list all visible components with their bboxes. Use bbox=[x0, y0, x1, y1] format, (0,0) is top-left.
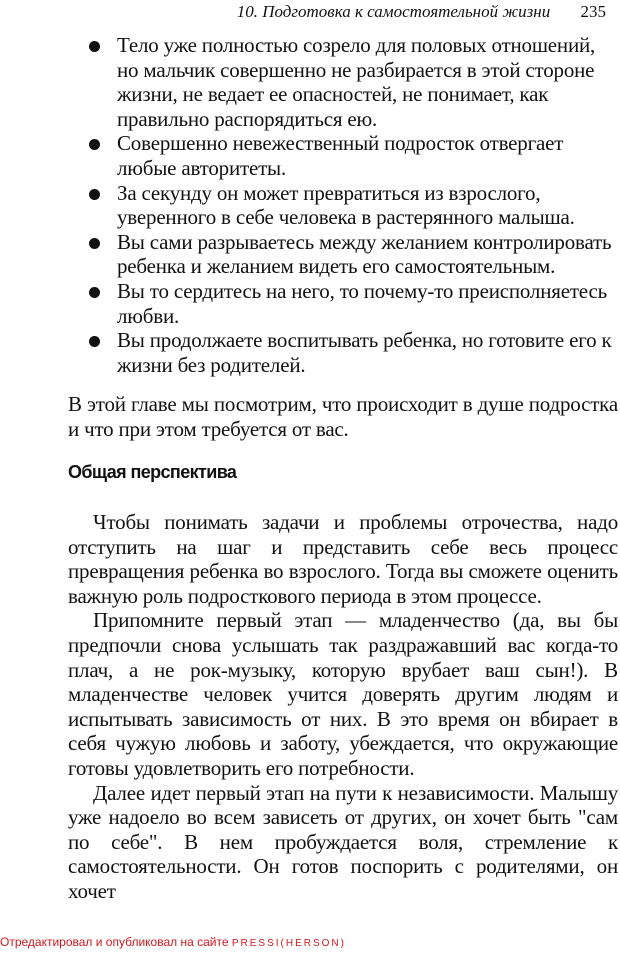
list-item bbox=[68, 328, 618, 377]
list-item-text: Тело уже полностью созрело для половых отношений, но мальчик совершенно не разбирается в этой стороне жизни, не ведает ее опасностей, не понимает, как правильно распорядиться ею. bbox=[117, 33, 596, 131]
list-item bbox=[68, 131, 618, 180]
list-item bbox=[68, 181, 618, 230]
paragraph: Чтобы понимать задачи и проблемы отрочества, надо отступить на шаг и представить себе весь процесс превращения ребенка во взрослого. Тогда вы сможете оценить важную роль подросткового периода в этом процессе. bbox=[68, 510, 618, 608]
footer-credit bbox=[0, 935, 346, 951]
paragraph: Припомните первый этап — младенчество (да, вы бы предпочли снова услышать так раздражавший вас когда-то плач, а не рок-музыку, которую врубает ваш сын!). В младенчестве человек учится доверять другим людям и испытывать зависимость от них. В это время он вбирает в себя чужую любовь и заботу, убеждается, что окружающие готовы удовлетворить его потребности. bbox=[68, 608, 618, 780]
paragraph: Далее идет первый этап на пути к независимости. Малышу уже надоело во всем зависеть от других, он хочет быть "сам по себе". В нем пробуждается воля, стремление к самостоятельности. Он готов поспорить с родителями, он хочет bbox=[68, 780, 618, 903]
intro-paragraph: В этой главе мы посмотрим, что происходит в душе подростка и что при этом требуется от вас. bbox=[68, 392, 618, 441]
list-item bbox=[68, 279, 618, 328]
section-heading: Общая перспектива bbox=[68, 462, 237, 482]
list-item bbox=[68, 230, 618, 279]
bullet-icon bbox=[89, 336, 100, 347]
bullet-icon bbox=[89, 139, 100, 150]
list-item-text: За секунду он может превратиться из взрослого, уверенного в себе человека в растерянного малыша. bbox=[117, 180, 575, 230]
bullet-list bbox=[68, 33, 618, 377]
running-head bbox=[0, 2, 606, 22]
list-item-text: Совершенно невежественный подросток отвергает любые авторитеты. bbox=[117, 131, 564, 180]
list-item-text: Вы продолжаете воспитывать ребенка, но готовите его к жизни без родителей. bbox=[117, 328, 612, 377]
chapter-title: 10. Подготовка к самостоятельной жизни bbox=[236, 2, 551, 21]
body-text bbox=[68, 510, 618, 904]
list-item-text: Вы то сердитесь на него, то почему-то преисполняетесь любви. bbox=[117, 278, 607, 328]
bullet-icon bbox=[89, 238, 100, 249]
list-item bbox=[68, 33, 618, 131]
intro-block bbox=[68, 392, 618, 441]
bullet-icon bbox=[89, 189, 100, 200]
list-item-text: Вы сами разрываетесь между желанием контролировать ребенка и желанием видеть его самостоятельным. bbox=[117, 229, 612, 279]
bullet-icon bbox=[89, 41, 100, 52]
page-number: 235 bbox=[580, 2, 606, 21]
footer-site-link[interactable]: PRESSI(HERSON) bbox=[231, 938, 346, 949]
bullet-icon bbox=[89, 287, 100, 298]
footer-credit-text: Отредактировал и опубликовал на сайте bbox=[0, 935, 229, 949]
